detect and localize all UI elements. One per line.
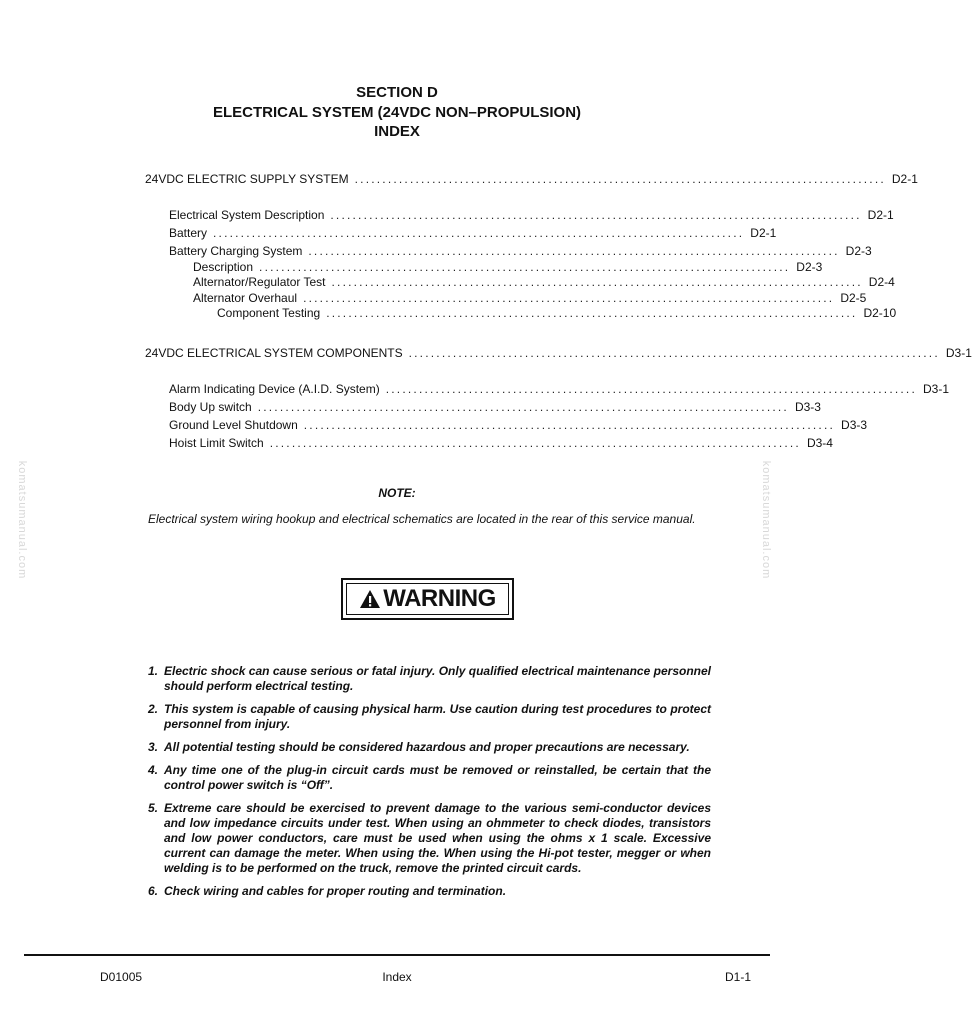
warning-item-text: All potential testing should be considered hazardous and proper precautions are necessary. [164, 740, 690, 754]
warning-item-text: Any time one of the plug-in circuit cards must be removed or reinstalled, be certain that the control power switch is “Off”. [164, 763, 711, 792]
toc-entry [169, 418, 868, 434]
warning-label: WARNING [383, 585, 496, 612]
note-title: NOTE: [378, 486, 416, 500]
warning-item [148, 740, 711, 755]
warning-item [148, 801, 711, 876]
toc-page: D2-1 [891, 172, 918, 186]
warning-item-text: Check wiring and cables for proper routing and termination. [164, 884, 507, 898]
toc-page: D2-10 [863, 306, 897, 320]
warning-item-text: This system is capable of causing physical harm. Use caution during test procedures to protect personnel from injury. [164, 702, 711, 731]
warning-item [148, 664, 711, 694]
warning-list [148, 664, 711, 907]
warning-item [148, 884, 711, 899]
toc-entry [169, 382, 950, 398]
toc-entry [145, 172, 918, 188]
toc-page: D2-5 [840, 291, 867, 305]
toc-leader: ................................................................................................ [408, 346, 940, 360]
warning-item-number: 3. [148, 740, 159, 754]
toc-page: D2-1 [750, 226, 777, 240]
toc-entry [145, 346, 972, 362]
toc-leader: ................................................................................................ [269, 436, 801, 450]
toc-title: 24VDC ELECTRIC SUPPLY SYSTEM [145, 172, 349, 186]
warning-item-number: 1. [148, 664, 159, 678]
toc-entry [169, 400, 821, 416]
warning-item-text: Electric shock can cause serious or fatal injury. Only qualified electrical maintenance personnel should perform electrical testing. [164, 664, 711, 693]
toc-leader: ................................................................................................ [303, 291, 835, 305]
toc-leader: ................................................................................................ [259, 260, 791, 274]
warning-item-number: 6. [148, 884, 159, 898]
toc-title: Hoist Limit Switch [169, 436, 264, 450]
footer-page-number: D1-1 [724, 970, 751, 984]
toc-entry [169, 244, 872, 260]
system-title: ELECTRICAL SYSTEM (24VDC NON–PROPULSION) [212, 104, 582, 121]
toc-page: D3-3 [841, 418, 868, 432]
warning-item-number: 4. [148, 763, 159, 777]
note-text: Electrical system wiring hookup and electrical schematics are located in the rear of this service manual. [148, 512, 696, 526]
toc-entry [193, 275, 895, 291]
footer-center: Index [382, 970, 412, 984]
toc-leader: ................................................................................................ [331, 275, 863, 289]
toc-page: D2-4 [868, 275, 895, 289]
toc-title: Alarm Indicating Device (A.I.D. System) [169, 382, 380, 396]
toc-entry [193, 291, 867, 307]
toc-title: Component Testing [217, 306, 321, 320]
toc-title: Alternator Overhaul [193, 291, 298, 305]
warning-item [148, 702, 711, 732]
toc-entry [169, 226, 777, 242]
toc-title: Ground Level Shutdown [169, 418, 298, 432]
toc-page: D2-3 [796, 260, 823, 274]
toc-leader: ................................................................................................ [385, 382, 917, 396]
toc-title: Battery Charging System [169, 244, 303, 258]
section-title: SECTION D [356, 84, 438, 101]
toc-leader: ................................................................................................ [330, 208, 862, 222]
toc-entry [169, 208, 894, 224]
watermark-right: komatsumanual.com [760, 460, 772, 580]
toc-title: 24VDC ELECTRICAL SYSTEM COMPONENTS [145, 346, 403, 360]
footer-divider [24, 954, 770, 956]
toc-title: Description [193, 260, 254, 274]
toc-entry [217, 306, 897, 322]
toc-leader: ................................................................................................ [308, 244, 840, 258]
toc-leader: ................................................................................................ [326, 306, 858, 320]
toc-title: Alternator/Regulator Test [193, 275, 326, 289]
toc-leader: ................................................................................................ [213, 226, 745, 240]
toc-entry [193, 260, 823, 276]
toc-title: Body Up switch [169, 400, 252, 414]
warning-item-number: 5. [148, 801, 159, 815]
toc-title: Electrical System Description [169, 208, 325, 222]
toc-page: D2-3 [845, 244, 872, 258]
watermark-left: komatsumanual.com [16, 460, 28, 580]
index-title: INDEX [374, 123, 420, 140]
warning-banner [341, 578, 514, 620]
toc-leader: ................................................................................................ [257, 400, 789, 414]
warning-item-number: 2. [148, 702, 159, 716]
toc-leader: ................................................................................................ [354, 172, 886, 186]
toc-leader: ................................................................................................ [303, 418, 836, 432]
toc-page: D3-1 [945, 346, 972, 360]
warning-triangle-icon [359, 589, 381, 609]
warning-item [148, 763, 711, 793]
toc-entry [169, 436, 833, 452]
toc-page: D3-3 [794, 400, 821, 414]
toc-page: D2-1 [867, 208, 894, 222]
footer-doc-id: D01005 [100, 970, 143, 984]
toc-title: Battery [169, 226, 208, 240]
warning-banner-inner [346, 583, 509, 615]
toc-page: D3-1 [923, 382, 950, 396]
warning-item-text: Extreme care should be exercised to prevent damage to the various semi-conductor devices and low impedance circuits under test. When using an ohmmeter to check diodes, transistors and low power conductors, care must be used when using the ohms x 1 scale. Excessive current can damage the meter. When using the. When using the Hi-pot tester, megger or when welding is to be performed on the truck, remove the printed circuit cards. [164, 801, 711, 875]
toc-page: D3-4 [806, 436, 833, 450]
